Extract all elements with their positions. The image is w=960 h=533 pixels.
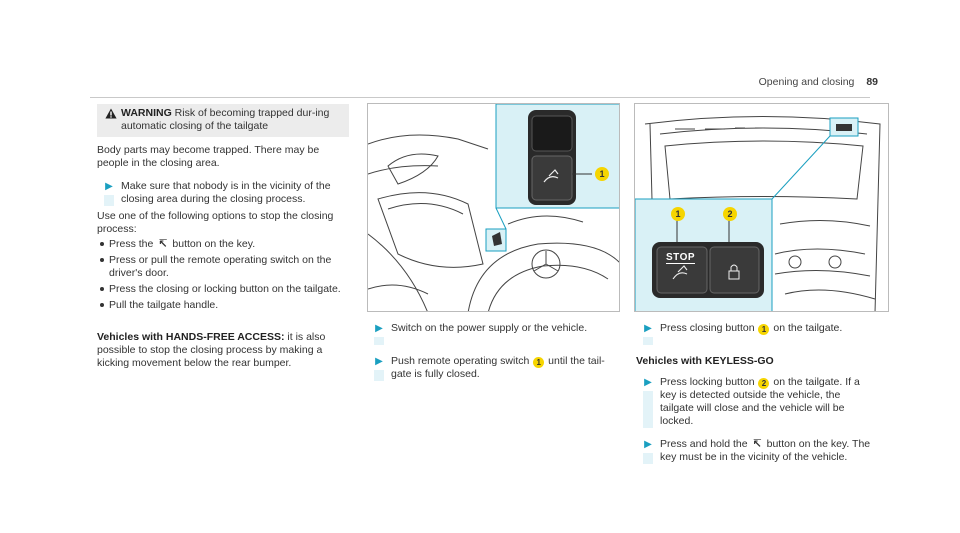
- instruction-marker: [97, 180, 121, 206]
- section-title: Opening and closing: [758, 76, 855, 88]
- warning-header: [105, 107, 341, 133]
- illustration-remote-switch: [367, 103, 620, 312]
- callout-1: 1: [671, 207, 685, 221]
- step-text: [660, 322, 842, 345]
- step-text-post: until the tail-gate is fully closed.: [391, 355, 605, 380]
- step-text-post: on the tailgate. If a key is detected outside the vehicle, the tailgate will close and the vehicle will be locked.: [660, 376, 860, 427]
- step-text-post: on the tailgate.: [770, 322, 843, 334]
- callout-1: 1: [595, 167, 609, 181]
- step-marker: [636, 438, 660, 464]
- warning-triangle-icon: [105, 107, 121, 133]
- stop-label: STOP: [666, 252, 696, 263]
- step-marker: [367, 322, 391, 345]
- warning-body: [97, 137, 349, 312]
- step-text-pre: Press closing button: [660, 322, 758, 334]
- step-text: [660, 438, 885, 464]
- step-item: [636, 322, 891, 345]
- callout-1: 1: [758, 324, 769, 335]
- remote-switch-drawing: [368, 104, 620, 312]
- option-text-post: button on the key.: [169, 238, 256, 250]
- arrow-right-icon: ▶: [375, 323, 383, 334]
- step-bar: [374, 370, 384, 381]
- tailgate-key-icon: ↸: [752, 438, 762, 450]
- step-text-pre: Press and hold the: [660, 438, 751, 450]
- step-marker: [636, 376, 660, 428]
- warning-box: [97, 104, 349, 137]
- options-list: [97, 238, 349, 312]
- warning-title: [121, 107, 341, 133]
- arrow-right-icon: ▶: [375, 356, 383, 367]
- option-text-pre: Press the: [109, 238, 157, 250]
- hands-free-paragraph: [97, 331, 349, 370]
- arrow-right-icon: ▶: [105, 181, 113, 192]
- column-2: [367, 322, 622, 391]
- hands-free-label: Vehicles with HANDS-FREE ACCESS:: [97, 331, 285, 343]
- step-text: Switch on the power supply or the vehicle.: [391, 322, 588, 334]
- warning-body-text: Body parts may become trapped. There may be people in the closing area.: [97, 144, 320, 169]
- step-marker: [636, 322, 660, 345]
- list-item: Press the closing or locking button on the tailgate.: [97, 283, 349, 296]
- tailgate-key-icon: ↸: [158, 238, 168, 250]
- step-text-post: button on the key. The key must be in the vicinity of the vehicle.: [660, 438, 871, 463]
- instruction-bar: [104, 195, 114, 206]
- step-item: [367, 322, 622, 345]
- instruction-text: Make sure that nobody is in the vicinity of the closing area during the closing process.: [121, 180, 331, 205]
- warning-label: WARNING: [121, 107, 172, 119]
- step-text-pre: Press locking button: [660, 376, 758, 388]
- step-bar: [643, 391, 653, 428]
- step-item: [367, 355, 622, 381]
- arrow-right-icon: ▶: [644, 439, 652, 450]
- column-3: [636, 322, 891, 474]
- instruction-item: [97, 180, 349, 206]
- step-bar: [643, 337, 653, 345]
- step-text: [660, 376, 875, 428]
- arrow-right-icon: ▶: [644, 377, 652, 388]
- callout-2: 2: [758, 378, 769, 389]
- step-bar: [643, 453, 653, 464]
- keyless-go-heading: Vehicles with KEYLESS-GO: [636, 355, 774, 367]
- list-item: [97, 238, 349, 251]
- header-rule: [90, 97, 870, 98]
- callout-2: 2: [723, 207, 737, 221]
- warning-title-text: Risk of becoming trapped dur-ing automatic closing of the tailgate: [121, 107, 330, 132]
- page-number: 89: [866, 76, 878, 88]
- arrow-right-icon: ▶: [644, 323, 652, 334]
- step-item: [636, 376, 891, 428]
- list-item: Press or pull the remote operating switch on the driver's door.: [97, 254, 349, 280]
- step-text: [391, 355, 622, 381]
- step-text-pre: Push remote operating switch: [391, 355, 533, 367]
- page-header: [759, 76, 878, 89]
- list-item: Pull the tailgate handle.: [97, 299, 349, 312]
- hands-free-text: it is also possible to stop the closing process by making a kicking movement below the rear bumper.: [97, 331, 326, 369]
- illustration-tailgate: [634, 103, 889, 312]
- options-intro: Use one of the following options to stop the closing process:: [97, 210, 334, 235]
- step-item: [636, 438, 891, 464]
- step-bar: [374, 337, 384, 345]
- column-1: [97, 104, 349, 370]
- callout-1: 1: [533, 357, 544, 368]
- step-marker: [367, 355, 391, 381]
